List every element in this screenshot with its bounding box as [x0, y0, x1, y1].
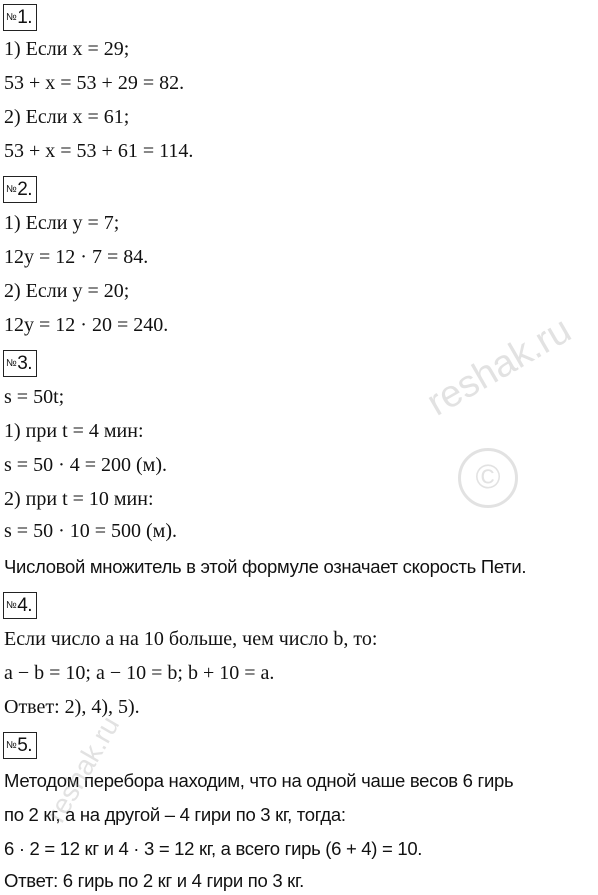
task-number: 1.	[17, 7, 33, 28]
task-3-conclusion: Числовой множитель в этой формуле означает скорость Пети.	[4, 556, 527, 577]
number-sign: №	[6, 184, 17, 195]
task-5-answer: Ответ: 6 гирь по 2 кг и 4 гири по 3 кг.	[4, 870, 304, 891]
watermark-text-small: reshak.ru	[40, 710, 126, 828]
task-1-badge	[3, 4, 37, 31]
task-3-line-4: 2) при t = 10 мин:	[4, 488, 154, 510]
task-2-badge	[3, 176, 37, 203]
task-4-line-1: Если число a на 10 больше, чем число b, то:	[4, 628, 378, 650]
task-5-line-3: 6 · 2 = 12 кг и 4 · 3 = 12 кг, а всего гирь (6 + 4) = 10.	[4, 838, 423, 859]
task-1-line-3: 2) Если x = 61;	[4, 106, 130, 128]
number-sign: №	[6, 12, 17, 23]
task-5-badge	[3, 732, 37, 759]
task-2-line-4: 12y = 12 · 20 = 240.	[4, 314, 169, 336]
task-4-line-2: a − b = 10; a − 10 = b; b + 10 = a.	[4, 662, 275, 684]
task-3-line-5: s = 50 · 10 = 500 (м).	[4, 520, 177, 542]
number-sign: №	[6, 600, 17, 611]
task-2-line-3: 2) Если y = 20;	[4, 280, 130, 302]
task-2-line-2: 12y = 12 · 7 = 84.	[4, 246, 149, 268]
task-1-line-4: 53 + x = 53 + 61 = 114.	[4, 140, 194, 162]
task-number: 2.	[17, 179, 33, 200]
task-3-line-1: s = 50t;	[4, 386, 65, 408]
task-1-line-1: 1) Если x = 29;	[4, 38, 130, 60]
task-3-line-3: s = 50 · 4 = 200 (м).	[4, 454, 167, 476]
task-3-line-2: 1) при t = 4 мин:	[4, 420, 144, 442]
task-3-badge	[3, 350, 37, 377]
number-sign: №	[6, 740, 17, 751]
copyright-icon: ©	[458, 448, 518, 508]
task-5-line-2: по 2 кг, а на другой – 4 гири по 3 кг, тогда:	[4, 804, 346, 825]
watermark-text: reshak.ru	[420, 308, 579, 425]
task-number: 5.	[17, 735, 33, 756]
task-2-line-1: 1) Если y = 7;	[4, 212, 120, 234]
task-5-line-1: Методом перебора находим, что на одной чаше весов 6 гирь	[4, 770, 514, 791]
task-number: 3.	[17, 353, 33, 374]
task-4-answer: Ответ: 2), 4), 5).	[4, 696, 140, 718]
task-4-badge	[3, 592, 37, 619]
task-number: 4.	[17, 595, 33, 616]
number-sign: №	[6, 358, 17, 369]
task-1-line-2: 53 + x = 53 + 29 = 82.	[4, 72, 185, 94]
